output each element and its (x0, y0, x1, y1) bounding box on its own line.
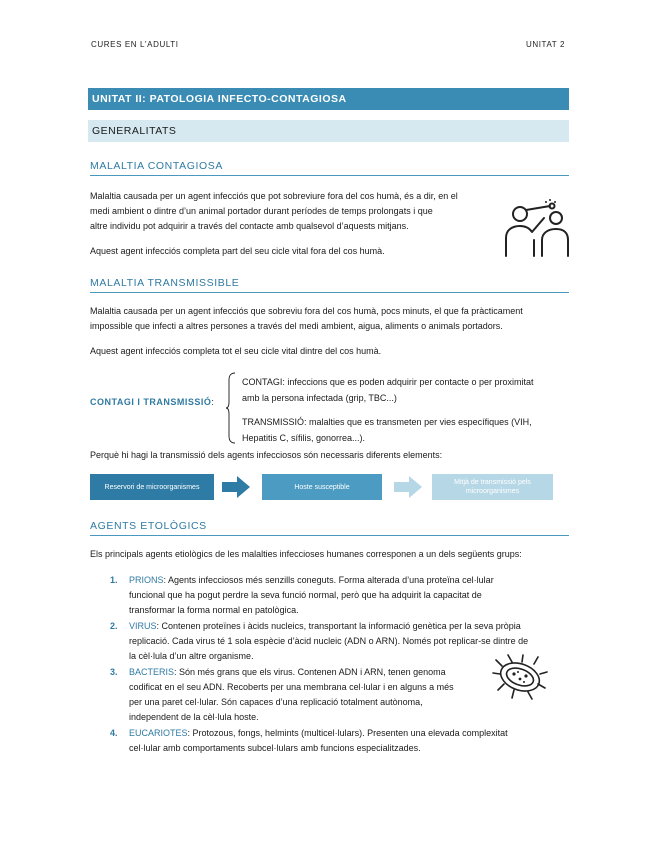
contagi-label-colon: : (211, 397, 215, 407)
section-title-contagiosa: MALALTIA CONTAGIOSA (90, 160, 569, 176)
transmissible-para-2: Aquest agent infecciós completa tot el seu cicle vital dintre del cos humà. (90, 346, 382, 356)
contagiosa-line-1: Malaltia causada per un agent infecciós que pot sobreviure fora del cos humà, és a dir, en el (90, 191, 458, 201)
flow-step-reservori: Reservori de microorganismes (90, 474, 214, 500)
list-item-text: independent de la cèl·lula hoste. (129, 712, 259, 722)
flow-step-hoste: Hoste susceptible (262, 474, 382, 500)
arrow-right-icon (394, 476, 422, 498)
contagiosa-para-2: Aquest agent infecciós completa part del seu cicle vital fora del cos humà. (90, 246, 385, 256)
list-item-text: : Són més grans que els virus. Contenen ADN i ARN, tenen genoma (174, 667, 446, 677)
generalitats-bar: GENERALITATS (88, 120, 569, 142)
transmissio-def-line-2: Hepatitis C, sífilis, gonorrea...). (242, 433, 366, 443)
list-item-text: per una paret cel·lular. Són capaces d’una replicació totalment autònoma, (129, 697, 423, 707)
unit-title-bar: UNITAT II: PATOLOGIA INFECTO-CONTAGIOSA (88, 88, 569, 110)
running-header-right: UNITAT 2 (525, 40, 565, 49)
transmissible-line-2: impossible que infecti a altres persones a través del medi ambient, aigua, aliments o animals portadors. (90, 321, 503, 331)
flow-intro: Perquè hi hagi la transmissió dels agents infecciosos són necessaris diferents elements: (90, 450, 443, 460)
contagi-transmissio-label (90, 397, 214, 407)
list-item-text: funcional que ha pogut perdre la seva funció normal, però que ha adquirit la capacitat de (129, 590, 482, 600)
brace-shape (226, 372, 236, 444)
contagi-label-text: CONTAGI I TRANSMISSIÓ (90, 397, 212, 407)
contagi-def-line-1: CONTAGI: infeccions que es poden adquirir per contacte o per proximitat (242, 377, 534, 387)
running-header-left: CURES EN L'ADULTI (91, 40, 179, 49)
section-title-transmissible: MALALTIA TRANSMISSIBLE (90, 277, 569, 293)
list-item-number: 1. (110, 575, 118, 585)
flow-step-mitja (432, 474, 553, 500)
list-item-text: : Protozous, fongs, helmints (multicel·lulars). Presenten una elevada complexitat (187, 728, 508, 738)
section-title-agents: AGENTS ETOLÒGICS (90, 520, 569, 536)
list-item-number: 2. (110, 621, 118, 631)
list-item-term: PRIONS (129, 575, 164, 585)
flow-step-mitja-line-2: microorganismes (465, 488, 520, 495)
list-item-text: : Agents infecciosos més senzills coneguts. Forma alterada d’una proteïna cel·lular (163, 575, 494, 585)
list-item-term: EUCARIOTES (129, 728, 188, 738)
transmissible-line-1: Malaltia causada per un agent infecciós que sobreviu fora del cos humà, pocs minuts, el que fa pràcticament (90, 306, 523, 316)
list-item-text: cel·lular amb comportaments subcel·lulars amb funcions especialitzades. (129, 743, 421, 753)
agents-intro: Els principals agents etiològics de les malalties infeccioses humanes corresponen a un dels següents grups: (90, 549, 522, 559)
contagiosa-line-2: medi ambient o dintre d’un animal portador durant períodes de temps prolongats i que (90, 206, 433, 216)
list-item-number: 4. (110, 728, 118, 738)
contagi-def-line-2: amb la persona infectada (grip, TBC...) (242, 393, 397, 403)
transmissio-def-line-1: TRANSMISSIÓ: malalties que es transmeten per vies específiques (VIH, (242, 417, 532, 427)
bacteria-icon (490, 652, 550, 702)
flow-step-mitja-line-1: Mitjà de transmissió pels (454, 479, 531, 486)
list-item-text: replicació. Cada virus té 1 sola espècie d’àcid nucleic (ADN o ARN). Només pot replicar-se dintre de (129, 636, 529, 646)
list-item-term: BACTERIS (129, 667, 175, 677)
list-item-text: transformar la forma normal en patològica. (129, 605, 299, 615)
list-item-text: la cèl·lula d’un altre organisme. (129, 651, 254, 661)
list-item-text: : Contenen proteïnes i àcids nucleics, transportant la informació genètica per la seva pròpia (156, 621, 521, 631)
list-item-number: 3. (110, 667, 118, 677)
arrow-right-icon (222, 476, 250, 498)
list-item-term: VIRUS (129, 621, 157, 631)
doctor-patient-icon (500, 196, 572, 260)
contagiosa-line-3: altre individu pot adquirir a través del contacte amb qualsevol d’aquests mitjans. (90, 221, 409, 231)
list-item-text: codificat en el seu ADN. Recoberts per una membrana cel·lular i en alguns a més (129, 682, 454, 692)
